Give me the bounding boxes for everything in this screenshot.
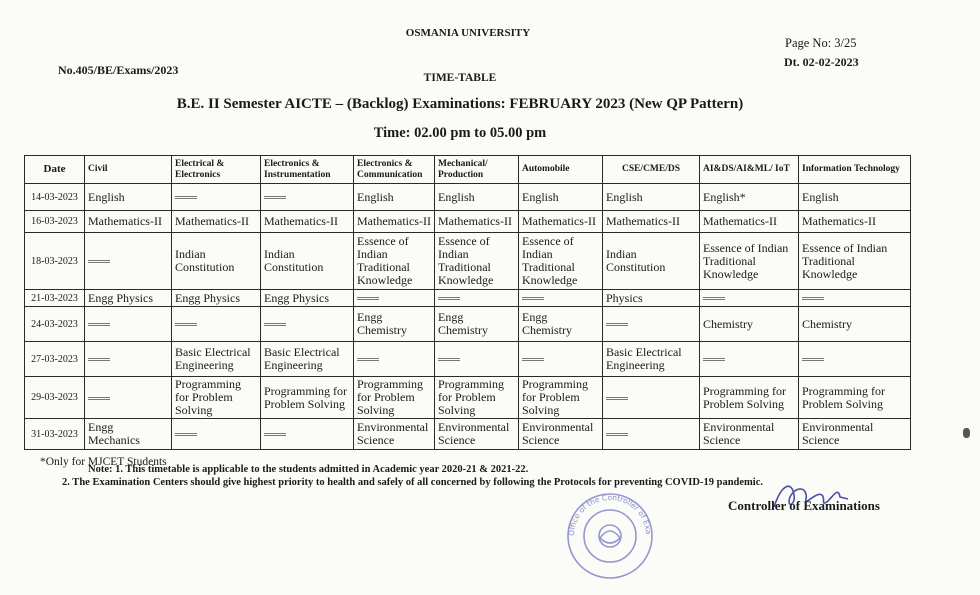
no-exam-dash: [802, 297, 824, 300]
subject-cell: Programming for Problem Solving: [799, 377, 911, 419]
table-row: [25, 290, 911, 307]
no-exam-cell: [603, 419, 700, 450]
no-exam-cell: [172, 184, 261, 211]
subject-cell: Engg Physics: [172, 290, 261, 307]
doc-type-heading: TIME-TABLE: [423, 72, 497, 84]
no-exam-cell: [354, 342, 435, 377]
note-2: 2. The Examination Centers should give highest priority to health and safely of all concerned by following the Protocols for preventing COVID-19 pandemic.: [62, 477, 763, 488]
exam-date-cell: 29-03-2023: [25, 377, 85, 419]
no-exam-dash: [438, 358, 460, 361]
no-exam-dash: [522, 297, 544, 300]
subject-cell: Engg Mechanics: [85, 419, 172, 450]
no-exam-dash: [175, 323, 197, 326]
subject-cell: Mathematics-II: [603, 211, 700, 233]
no-exam-dash: [357, 358, 379, 361]
subject-cell: Essence of Indian Traditional Knowledge: [700, 233, 799, 290]
note-1: Note: 1. This timetable is applicable to the students admitted in Academic year 2020-21 & 2021-22.: [88, 464, 529, 475]
svg-text:Office of the Controller of Ex: Office of the Controller of Exa: [566, 492, 654, 537]
subject-cell: Engg Chemistry: [435, 307, 519, 342]
subject-cell: Physics: [603, 290, 700, 307]
subject-cell: Environmental Science: [799, 419, 911, 450]
subject-cell: Essence of Indian Traditional Knowledge: [519, 233, 603, 290]
table-row: [25, 377, 911, 419]
table-row: [25, 184, 911, 211]
subject-cell: English: [799, 184, 911, 211]
col-header-eie: Electronics & Instrumentation: [261, 156, 354, 184]
col-header-cse: CSE/CME/DS: [603, 156, 700, 184]
exam-date-cell: 24-03-2023: [25, 307, 85, 342]
subject-cell: English: [603, 184, 700, 211]
subject-cell: Indian Constitution: [261, 233, 354, 290]
subject-cell: Basic Electrical Engineering: [603, 342, 700, 377]
no-exam-dash: [175, 196, 197, 199]
reference-number: No.405/BE/Exams/2023: [58, 63, 179, 77]
subject-cell: Programming for Problem Solving: [172, 377, 261, 419]
subject-cell: Essence of Indian Traditional Knowledge: [435, 233, 519, 290]
subject-cell: Environmental Science: [354, 419, 435, 450]
no-exam-cell: [85, 377, 172, 419]
subject-cell: Indian Constitution: [603, 233, 700, 290]
subject-cell: Essence of Indian Traditional Knowledge: [354, 233, 435, 290]
subject-cell: Mathematics-II: [700, 211, 799, 233]
col-header-it: Information Technology: [799, 156, 911, 184]
no-exam-cell: [435, 342, 519, 377]
table-header-row: [25, 156, 911, 184]
table-row: [25, 307, 911, 342]
subject-cell: Engg Chemistry: [354, 307, 435, 342]
col-header-mech: Mechanical/ Production: [435, 156, 519, 184]
subject-cell: Programming for Problem Solving: [519, 377, 603, 419]
no-exam-cell: [519, 342, 603, 377]
no-exam-dash: [606, 323, 628, 326]
no-exam-dash: [802, 358, 824, 361]
subject-cell: Basic Electrical Engineering: [172, 342, 261, 377]
subject-cell: Mathematics-II: [435, 211, 519, 233]
subject-cell: Mathematics-II: [172, 211, 261, 233]
subject-cell: Mathematics-II: [799, 211, 911, 233]
university-seal: [560, 488, 660, 585]
no-exam-cell: [435, 290, 519, 307]
no-exam-cell: [172, 307, 261, 342]
col-header-ece: Electronics & Communication: [354, 156, 435, 184]
subject-cell: Environmental Science: [435, 419, 519, 450]
subject-cell: Mathematics-II: [519, 211, 603, 233]
margin-mark: [963, 428, 970, 438]
exam-date-cell: 18-03-2023: [25, 233, 85, 290]
subject-cell: Chemistry: [799, 307, 911, 342]
subject-cell: English: [519, 184, 603, 211]
col-header-auto: Automobile: [519, 156, 603, 184]
no-exam-cell: [603, 307, 700, 342]
no-exam-cell: [519, 290, 603, 307]
subject-cell: Basic Electrical Engineering: [261, 342, 354, 377]
mjcet-note: *Only for MJCET Students: [40, 456, 167, 468]
no-exam-dash: [522, 358, 544, 361]
exam-title: B.E. II Semester AICTE – (Backlog) Examinations: FEBRUARY 2023 (New QP Pattern): [176, 96, 744, 112]
controller-title: Controller of Examinations: [728, 498, 880, 513]
no-exam-cell: [354, 290, 435, 307]
no-exam-dash: [88, 323, 110, 326]
subject-cell: Programming for Problem Solving: [261, 377, 354, 419]
page-number: Page No: 3/25: [785, 36, 857, 50]
subject-cell: Programming for Problem Solving: [354, 377, 435, 419]
col-header-civil: Civil: [85, 156, 172, 184]
no-exam-cell: [261, 184, 354, 211]
no-exam-dash: [264, 196, 286, 199]
no-exam-dash: [357, 297, 379, 300]
table-row: [25, 419, 911, 450]
subject-cell: Engg Physics: [85, 290, 172, 307]
document-date: Dt. 02-02-2023: [784, 55, 859, 69]
subject-cell: Programming for Problem Solving: [700, 377, 799, 419]
no-exam-cell: [85, 307, 172, 342]
subject-cell: Indian Constitution: [172, 233, 261, 290]
col-header-date: Date: [25, 156, 85, 184]
no-exam-dash: [88, 397, 110, 400]
no-exam-cell: [700, 342, 799, 377]
no-exam-dash: [606, 397, 628, 400]
no-exam-dash: [703, 358, 725, 361]
subject-cell: Mathematics-II: [261, 211, 354, 233]
no-exam-dash: [264, 433, 286, 436]
subject-cell: English: [85, 184, 172, 211]
col-header-eee: Electrical & Electronics: [172, 156, 261, 184]
university-name: OSMANIA UNIVERSITY: [405, 27, 531, 39]
no-exam-cell: [85, 342, 172, 377]
table-row: [25, 342, 911, 377]
subject-cell: Mathematics-II: [354, 211, 435, 233]
no-exam-dash: [88, 358, 110, 361]
subject-cell: English*: [700, 184, 799, 211]
no-exam-dash: [264, 323, 286, 326]
no-exam-dash: [438, 297, 460, 300]
table-row: [25, 233, 911, 290]
table-row: [25, 211, 911, 233]
subject-cell: Chemistry: [700, 307, 799, 342]
no-exam-cell: [799, 290, 911, 307]
no-exam-cell: [85, 233, 172, 290]
subject-cell: Environmental Science: [519, 419, 603, 450]
no-exam-dash: [606, 433, 628, 436]
no-exam-cell: [172, 419, 261, 450]
subject-cell: Programming for Problem Solving: [435, 377, 519, 419]
subject-cell: Essence of Indian Traditional Knowledge: [799, 233, 911, 290]
exam-time: Time: 02.00 pm to 05.00 pm: [373, 125, 547, 141]
no-exam-cell: [261, 307, 354, 342]
exam-date-cell: 14-03-2023: [25, 184, 85, 211]
subject-cell: Environmental Science: [700, 419, 799, 450]
exam-date-cell: 27-03-2023: [25, 342, 85, 377]
subject-cell: English: [435, 184, 519, 211]
no-exam-cell: [700, 290, 799, 307]
timetable: [24, 155, 911, 450]
no-exam-cell: [603, 377, 700, 419]
subject-cell: Engg Physics: [261, 290, 354, 307]
no-exam-cell: [261, 419, 354, 450]
subject-cell: Engg Chemistry: [519, 307, 603, 342]
exam-date-cell: 21-03-2023: [25, 290, 85, 307]
subject-cell: English: [354, 184, 435, 211]
no-exam-dash: [175, 433, 197, 436]
exam-date-cell: 31-03-2023: [25, 419, 85, 450]
subject-cell: Mathematics-II: [85, 211, 172, 233]
col-header-aids: AI&DS/AI&ML/ IoT: [700, 156, 799, 184]
no-exam-dash: [703, 297, 725, 300]
exam-date-cell: 16-03-2023: [25, 211, 85, 233]
no-exam-dash: [88, 260, 110, 263]
no-exam-cell: [799, 342, 911, 377]
